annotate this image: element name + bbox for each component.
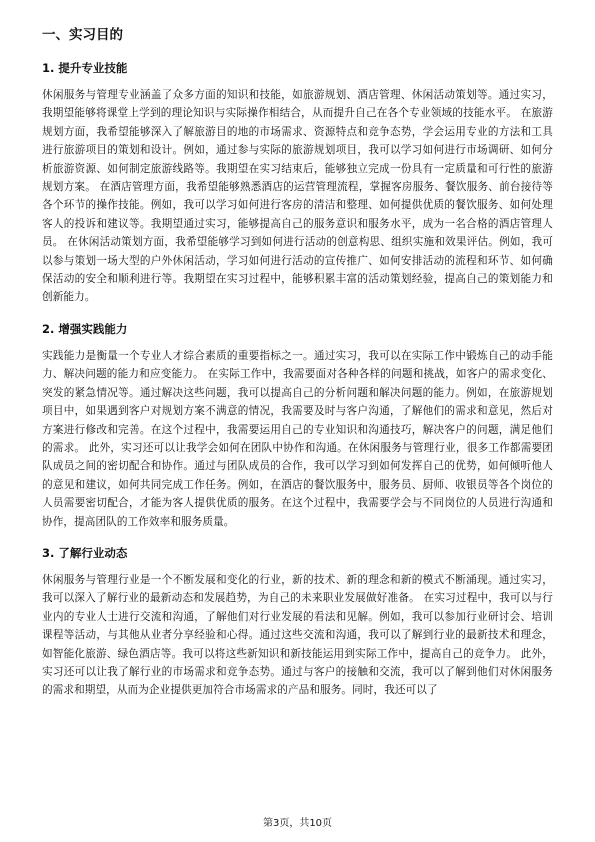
subsection-heading-2: 2. 增强实践能力 bbox=[42, 321, 128, 336]
subsection-paragraph-1: 休闲服务与管理专业涵盖了众多方面的知识和技能，如旅游规划、酒店管理、休闲活动策划等。通过实习，我期望能够将课堂上学到的理论知识与实际操作相结合，从而提升自己在各个专业领域的技能水平。 在旅游规划方面，我希望能够深入了解旅游目的地的市场需求、资源特点和竞争态势，学会运用专业的方法和工具进行旅游项目的策划和设计。例如，通过参与实际的旅游规划项目，我可以学习如何进行市场调研、如何分析旅游资源、如何制定旅游线路等。我期望在实习结束后，能够独立完成一份具有一定质量和可行性的旅游规划方案。 在酒店管理方面，我希望能够熟悉酒店的运营管理流程，掌握客房服务、餐饮服务、前台接待等各个环节的操作技能。例如，我可以学习如何进行客房的清洁和整理、如何提供优质的餐饮服务、如何处理客人的投诉和建议等。我期望通过实习，能够提高自己的服务意识和服务水平，成为一名合格的酒店管理人员。 在休闲活动策划方面，我希望能够学习到如何进行活动的创意构思、组织实施和效果评估。例如，我可以参与策划一场大型的户外休闲活动，学习如何进行活动的宣传推广、如何安排活动的流程和环节、如何确保活动的安全和顺利进行等。我期望在实习过程中，能够积累丰富的活动策划经验，提高自己的策划能力和创新能力。 bbox=[42, 89, 553, 304]
subsection-paragraph-2: 实践能力是衡量一个专业人才综合素质的重要指标之一。通过实习，我可以在实际工作中锻炼自己的动手能力、解决问题的能力和应变能力。 在实际工作中，我需要面对各种各样的问题和挑战，如客户的需求变化、突发的紧急情况等。通过解决这些问题，我可以提高自己的分析问题和解决问题的能力。例如，在旅游规划项目中，如果遇到客户对规划方案不满意的情况，我需要及时与客户沟通，了解他们的需求和意见，然后对方案进行修改和完善。在这个过程中，我需要运用自己的专业知识和沟通技巧，解决客户的问题，满足他们的需求。 此外，实习还可以让我学会如何在团队中协作和沟通。在休闲服务与管理行业，很多工作都需要团队成员之间的密切配合和协作。通过与团队成员的合作，我可以学习到如何发挥自己的优势，如何倾听他人的意见和建议，如何共同完成工作任务。例如，在酒店的餐饮服务中，服务员、厨师、收银员等各个岗位的人员需要密切配合，才能为客人提供优质的服务。在这个过程中，我需要学会与不同岗位的人员进行沟通和协作，提高团队的工作效率和服务质量。 bbox=[42, 349, 553, 528]
page-footer: 第3页，共10页 bbox=[262, 818, 333, 829]
subsection-heading-1: 1. 提升专业技能 bbox=[42, 61, 128, 75]
subsection-heading-3: 3. 了解行业动态 bbox=[42, 545, 128, 560]
section-title: 一、实习目的 bbox=[42, 27, 123, 43]
subsection-paragraph-3: 休闲服务与管理行业是一个不断发展和变化的行业，新的技术、新的理念和新的模式不断涌现。通过实习，我可以深入了解行业的最新动态和发展趋势，为自己的未来职业发展做好准备。 在实习过程中，我可以与行业内的专业人士进行交流和沟通，了解他们对行业发展的看法和见解。例如，我可以参加行业研讨会、培训课程等活动，与其他从业者分享经验和心得。通过这些交流和沟通，我可以了解到行业的最新技术和理念，如智能化旅游、绿色酒店等。我可以将这些新知识和新技能运用到实际工作中，提高自己的竞争力。 此外，实习还可以让我了解行业的市场需求和竞争态势。通过与客户的接触和交流，我可以了解到他们对休闲服务的需求和期望，从而为企业提供更加符合市场需求的产品和服务。同时，我还可以了 bbox=[42, 573, 553, 697]
